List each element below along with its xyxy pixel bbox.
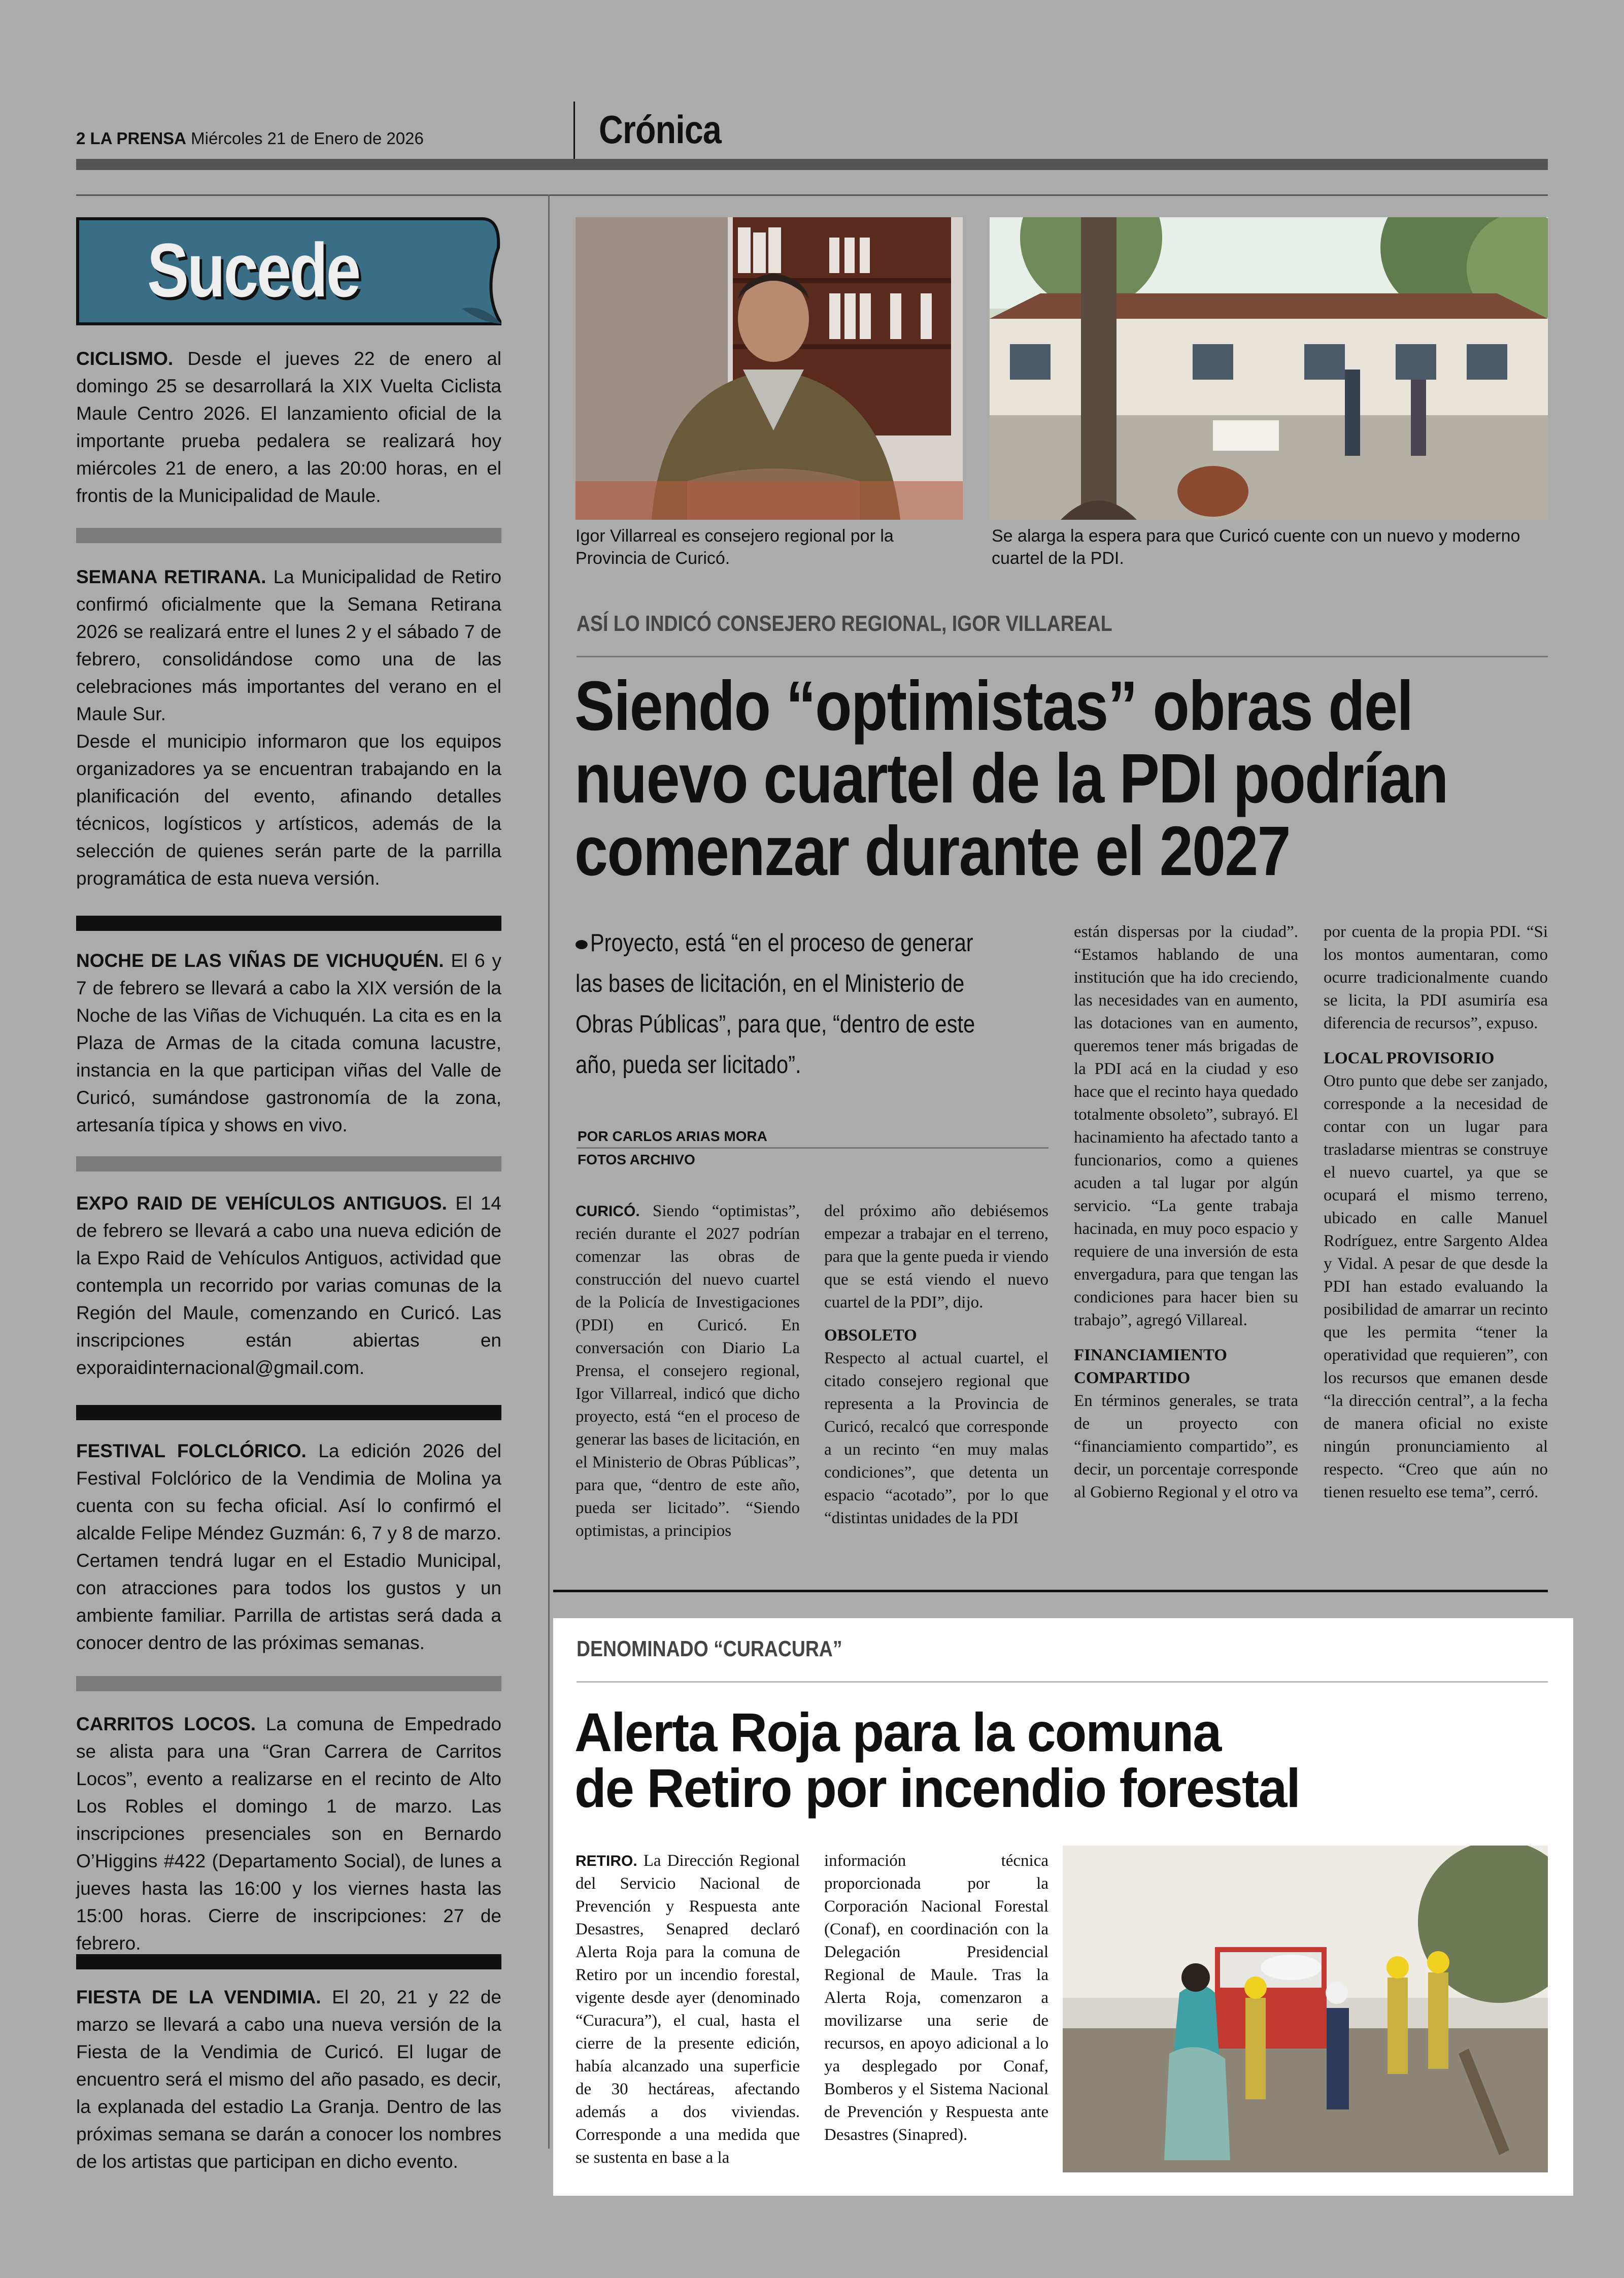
item-title: CARRITOS LOCOS. xyxy=(76,1714,256,1734)
article2-headline xyxy=(574,1701,1300,1819)
item-text: El 6 y 7 de febrero se llevará a cabo la XIX versión de la Noche de las Viñas de Vichuquén. La cita es en la Plaza de Armas de la citada comuna lacustre, instancia en la que participan viñas del Valle de Curicó, sumándose gastronomía de la zona, artesanía típica y shows en vivo. xyxy=(76,950,501,1135)
column-text: La Dirección Regional del Servicio Nacional de Prevención y Respuesta ante Desastres, Senapred declaró Alerta Roja para la comuna de Retiro por un incendio forestal, vigente desde ayer (denominado “Curacura”), el cual, hasta el cierre de la presente edición, había alcanzado una superficie de 30 hectáreas, afectando además a dos viviendas. Corresponde a una medida que se sustenta en base a la xyxy=(576,1852,800,2167)
headline-line: nuevo cuartel de la PDI podrían xyxy=(574,740,1448,818)
item-text: Desde el jueves 22 de enero al domingo 25 se desarrollará la XIX Vuelta Ciclista Maule Centro 2026. El lanzamiento oficial de la importante prueba pedalera se realizará hoy miércoles 21 de enero, a las 20:00 horas, en el frontis de la Municipalidad de Maule. xyxy=(76,348,502,506)
item-title: NOCHE DE LAS VIÑAS DE VICHUQUÉN. xyxy=(76,950,444,971)
subheading: FINANCIAMIENTO COMPARTIDO xyxy=(1074,1346,1227,1387)
sidebar-item-semana-retirana xyxy=(76,563,501,892)
column-text: En términos generales, se trata de un proyecto con “financiamiento compartido”, es decir, un porcentaje corresponde al Gobierno Regional y el otro va xyxy=(1074,1392,1298,1501)
separator-bar xyxy=(76,528,501,543)
item-text: La edición 2026 del Festival Folclórico de la Vendimia de Molina ya cuenta con su fecha oficial. Así lo confirmó el alcalde Felipe Méndez Guzmán: 6, 7 y 8 de marzo. Certamen tendrá lugar en el Estadio Municipal, con atracciones para todos los gustos y un ambiente familiar. Parrilla de artistas será dada a conocer dentro de las próximas semanas. xyxy=(76,1440,501,1653)
item-title: SEMANA RETIRANA. xyxy=(76,566,266,587)
article-headline xyxy=(574,667,1448,890)
separator-bar xyxy=(76,1676,501,1691)
column-divider xyxy=(548,194,550,2149)
sidebar-item-vichuquen xyxy=(76,947,501,1139)
item-title: CICLISMO. xyxy=(76,348,174,369)
separator-bar xyxy=(76,1954,501,1969)
item-title: FESTIVAL FOLCLÓRICO. xyxy=(76,1440,307,1461)
column-text: Otro punto que debe ser zanjado, corresponde a la necesidad de contar con un lugar para trasladarse mientras se construye el nuevo cuartel, ya que se ocupará el mismo terreno, ubicado en calle Manuel Rodríguez, entre Sargento Aldea y Vidal. A pesar de que desde la PDI han estado evaluando la posibilidad de amarrar un recinto que les permita “tener la operatividad que requieren”, con los recursos que emanen desde “la dirección central”, a la fecha de manera oficial no existe ningún pronunciamiento al respecto. “Creo que aún no tienen resuelto ese tema”, cerró. xyxy=(1324,1072,1548,1501)
column-text: Respecto al actual cuartel, el citado consejero regional que representa a la Provincia de Curicó, recalcó que corresponde a un recinto “en muy malas condiciones”, que detenta un espacio “acotado”, por lo que “distintas unidades de la PDI xyxy=(824,1349,1048,1527)
section-title: Crónica xyxy=(599,107,721,152)
sidebar-item-expo-raid xyxy=(76,1190,501,1382)
sidebar-item-festival-folclorico xyxy=(76,1437,501,1657)
column-text: por cuenta de la propia PDI. “Si los montos aumentaran, como ocurre tradicionalmente cuando se licita, la PDI asumiría esa diferencia de recursos”, expuso. xyxy=(1324,923,1548,1032)
column-text: Siendo “optimistas”, recién durante el 2027 podrían comenzar las obras de construcción del nuevo cuartel de la Policía de Investigaciones (PDI) en Curicó. En conversación con Diario La Prensa, el consejero regional, Igor Villarreal, indicó que dicho proyecto, está “en el proceso de generar las bases de licitación, en el Ministerio de Obras Públicas”, para que, “dentro de este año, pueda ser licitado”. “Siendo optimistas, a principios xyxy=(576,1202,800,1540)
photo-igor-caption: Igor Villarreal es consejero regional por la Provincia de Curicó. xyxy=(576,526,894,568)
bullet-icon xyxy=(576,940,588,949)
headline-line: comenzar durante el 2027 xyxy=(574,812,1290,890)
photo-igor-villarreal xyxy=(576,217,963,520)
item-text: La Municipalidad de Retiro confirmó oficialmente que la Semana Retirana 2026 se realizará entre el lunes 2 y el sábado 7 de febrero, consolidándose como una de las celebraciones más importantes del verano en el Maule Sur. xyxy=(76,566,502,724)
page-number: 2 xyxy=(76,129,86,148)
article-kicker: ASÍ LO INDICÓ CONSEJERO REGIONAL, IGOR VILLAREAL xyxy=(577,611,1112,636)
article-lead xyxy=(576,923,998,1085)
item-title: FIESTA DE LA VENDIMIA. xyxy=(76,1987,321,2007)
article2-kicker: DENOMINADO “CURACURA” xyxy=(577,1636,842,1661)
headline-line: Siendo “optimistas” obras del xyxy=(574,667,1413,745)
byline-author: POR CARLOS ARIAS MORA xyxy=(578,1128,767,1144)
sidebar-item-ciclismo xyxy=(76,345,501,510)
item-text: El 20, 21 y 22 de marzo se llevará a cabo una nueva versión de la Fiesta de la Vendimia de Curicó. El lugar de encuentro será el mismo del año pasado, es decir, la explanada del estadio La Granja. Dentro de las próximas semana se darán a conocer los nombres de los artistas que participan en dicho evento. xyxy=(76,1987,502,2172)
article-separator xyxy=(553,1590,1548,1592)
item-text: El 14 de febrero se llevará a cabo una nueva edición de la Expo Raid de Vehículos Antiguos, actividad que contempla un recorrido por varias comunas de la Región del Maule, comenzando en Curicó. Las inscripciones están abiertas en exporaidinternacional@gmail.com. xyxy=(76,1193,501,1378)
issue-date: Miércoles 21 de Enero de 2026 xyxy=(191,129,424,148)
article2-column-1 xyxy=(576,1850,800,2169)
byline-photos: FOTOS ARCHIVO xyxy=(578,1152,695,1167)
article1-column-2 xyxy=(824,1200,1048,1530)
page-header-info xyxy=(76,129,424,148)
kicker-rule xyxy=(577,656,1548,657)
headline-line: de Retiro por incendio forestal xyxy=(574,1757,1300,1819)
column-text: del próximo año debiésemos empezar a trabajar en el terreno, para que la gente pueda ir viendo que se está viendo el nuevo cuartel de la PDI”, dijo. xyxy=(824,1202,1048,1312)
column-text: información técnica proporcionada por la Corporación Nacional Forestal (Conaf), en coordinación con la Delegación Presidencial Regional de Maule. Tras la Alerta Roja, comenzaron a movilizarse una serie de recursos, en apoyo adicional a lo ya desplegado por Conaf, Bomberos y el Sistema Nacional de Prevención y Respuesta ante Desastres (Sinapred). xyxy=(824,1852,1048,2144)
header-rule xyxy=(76,194,1548,196)
header-divider xyxy=(573,102,575,162)
subheading: OBSOLETO xyxy=(824,1326,917,1345)
paper-name: LA PRENSA xyxy=(90,129,186,148)
column-text: están dispersas por la ciudad”. “Estamos hablando de una institución que ha ido creciendo, las necesidades van en aumento, las dotaciones van en aumento, queremos tener más brigadas de la PDI acá en la ciudad y eso hace que el recinto haya quedado totalmente obsoleto”, subrayó. El hacinamiento ha afectado tanto a funcionarios, como a quienes acuden a tal lugar por algún servicio. “La gente trabaja hacinada, en muy poco espacio y requiere de una inversión de esta envergadura, para que tengan las condiciones para hacer bien su trabajo”, agregó Villareal. xyxy=(1074,923,1298,1329)
photo-incendio-forestal xyxy=(1063,1846,1548,2172)
article1-column-4 xyxy=(1324,921,1548,1504)
kicker-rule xyxy=(577,1681,1548,1683)
header-bar xyxy=(76,159,1548,170)
sidebar-item-fiesta-vendimia xyxy=(76,1984,501,2175)
article1-column-3 xyxy=(1074,921,1298,1504)
subheading: LOCAL PROVISORIO xyxy=(1324,1049,1495,1067)
separator-bar xyxy=(76,916,501,931)
separator-bar xyxy=(76,1156,501,1171)
item-title: EXPO RAID DE VEHÍCULOS ANTIGUOS. xyxy=(76,1193,447,1214)
photo-pdi-caption: Se alarga la espera para que Curicó cuente con un nuevo y moderno cuartel de la PDI. xyxy=(992,526,1520,568)
sucede-banner xyxy=(76,217,501,326)
dateline: RETIRO. xyxy=(576,1853,637,1869)
lead-text: Proyecto, está “en el proceso de generar las bases de licitación, en el Ministerio de Obras Públicas”, para que, “dentro de este año, pueda ser licitado”. xyxy=(576,929,975,1079)
item-text: La comuna de Empedrado se alista para una “Gran Carrera de Carritos Locos”, evento a realizarse en el recinto de Alto Los Robles el domingo 1 de marzo. Las inscripciones presenciales son en Bernardo O’Higgins #422 (Departamento Social), de lunes a jueves hasta las 16:00 y los viernes hasta las 15:00 horas. Cierre de inscripciones: 27 de febrero. xyxy=(76,1714,502,1954)
dateline: CURICÓ. xyxy=(576,1203,640,1220)
headline-line: Alerta Roja para la comuna xyxy=(574,1701,1221,1763)
article1-column-1 xyxy=(576,1200,800,1543)
photo-pdi-cuartel xyxy=(990,217,1548,520)
sidebar-item-carritos-locos xyxy=(76,1711,501,1957)
sucede-title: Sucede xyxy=(147,227,359,313)
separator-bar xyxy=(76,1405,501,1420)
item-text: Desde el municipio informaron que los equipos organizadores ya se encuentran trabajando en la planificación del evento, afinando detalles técnicos, logísticos y artísticos, además de la selección de quienes serán parte de la parrilla programática de esta nueva versión. xyxy=(76,731,501,889)
article2-column-2 xyxy=(824,1850,1048,2147)
